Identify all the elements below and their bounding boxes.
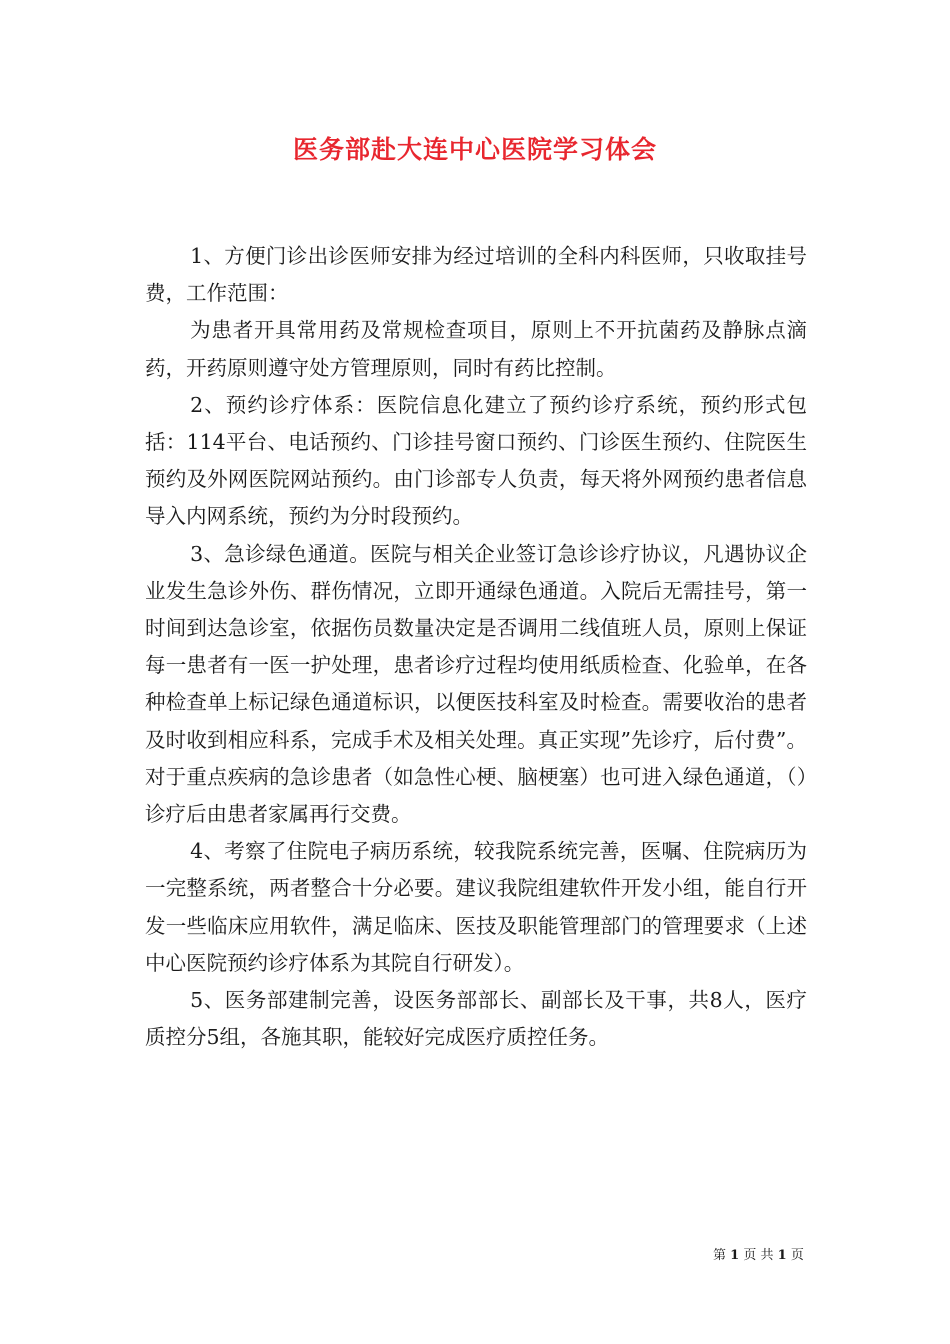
paragraph-1: 1、方便门诊出诊医师安排为经过培训的全科内科医师，只收取挂号费，工作范围： bbox=[145, 244, 807, 306]
page-footer bbox=[713, 1247, 813, 1265]
document-body bbox=[145, 238, 807, 1056]
paragraph-3: 3、急诊绿色通道。医院与相关企业签订急诊诊疗协议，凡遇协议企业发生急诊外伤、群伤情况，立即开通绿色通道。入院后无需挂号，第一时间到达急诊室，依据伤员数量决定是否调用二线值班人员，原则上保证每一患者有一医一护处理，患者诊疗过程均使用纸质检查、化验单，在各种检查单上标记绿色通道标识，以便医技科室及时检查。需要收治的患者及时收到相应科系，完成手术及相关处理。真正实现”先诊疗，后付费”。对于重点疾病的急诊患者（如急性心梗、脑梗塞）也可进入绿色通道，（）诊疗后由患者家属再行交费。 bbox=[145, 541, 807, 827]
paragraph-2: 2、预约诊疗体系：医院信息化建立了预约诊疗系统，预约形式包括：114平台、电话预约、门诊挂号窗口预约、门诊医生预约、住院医生预约及外网医院网站预约。由门诊部专人负责，每天将外网预约患者信息导入内网系统，预约为分时段预约。 bbox=[145, 392, 807, 529]
page-title: 医务部赴大连中心医院学习体会 bbox=[292, 135, 657, 164]
paragraph-5: 5、医务部建制完善，设医务部部长、副部长及干事，共8人，医疗质控分5组，各施其职，能较好完成医疗质控任务。 bbox=[145, 988, 807, 1050]
paragraph-1-detail: 为患者开具常用药及常规检查项目，原则上不开抗菌药及静脉点滴药，开药原则遵守处方管理原则，同时有药比控制。 bbox=[145, 318, 807, 380]
footer-prefix: 第 bbox=[713, 1248, 727, 1263]
footer-current-page: 1 bbox=[730, 1248, 740, 1263]
footer-suffix: 页 bbox=[790, 1248, 804, 1263]
footer-total-pages: 1 bbox=[777, 1248, 787, 1263]
paragraph-4: 4、考察了住院电子病历系统，较我院系统完善，医嘱、住院病历为一完整系统，两者整合十分必要。建议我院组建软件开发小组，能自行开发一些临床应用软件，满足临床、医技及职能管理部门的管理要求（上述中心医院预约诊疗体系为其院自行研发）。 bbox=[145, 839, 807, 975]
footer-middle: 页 共 bbox=[743, 1248, 774, 1263]
